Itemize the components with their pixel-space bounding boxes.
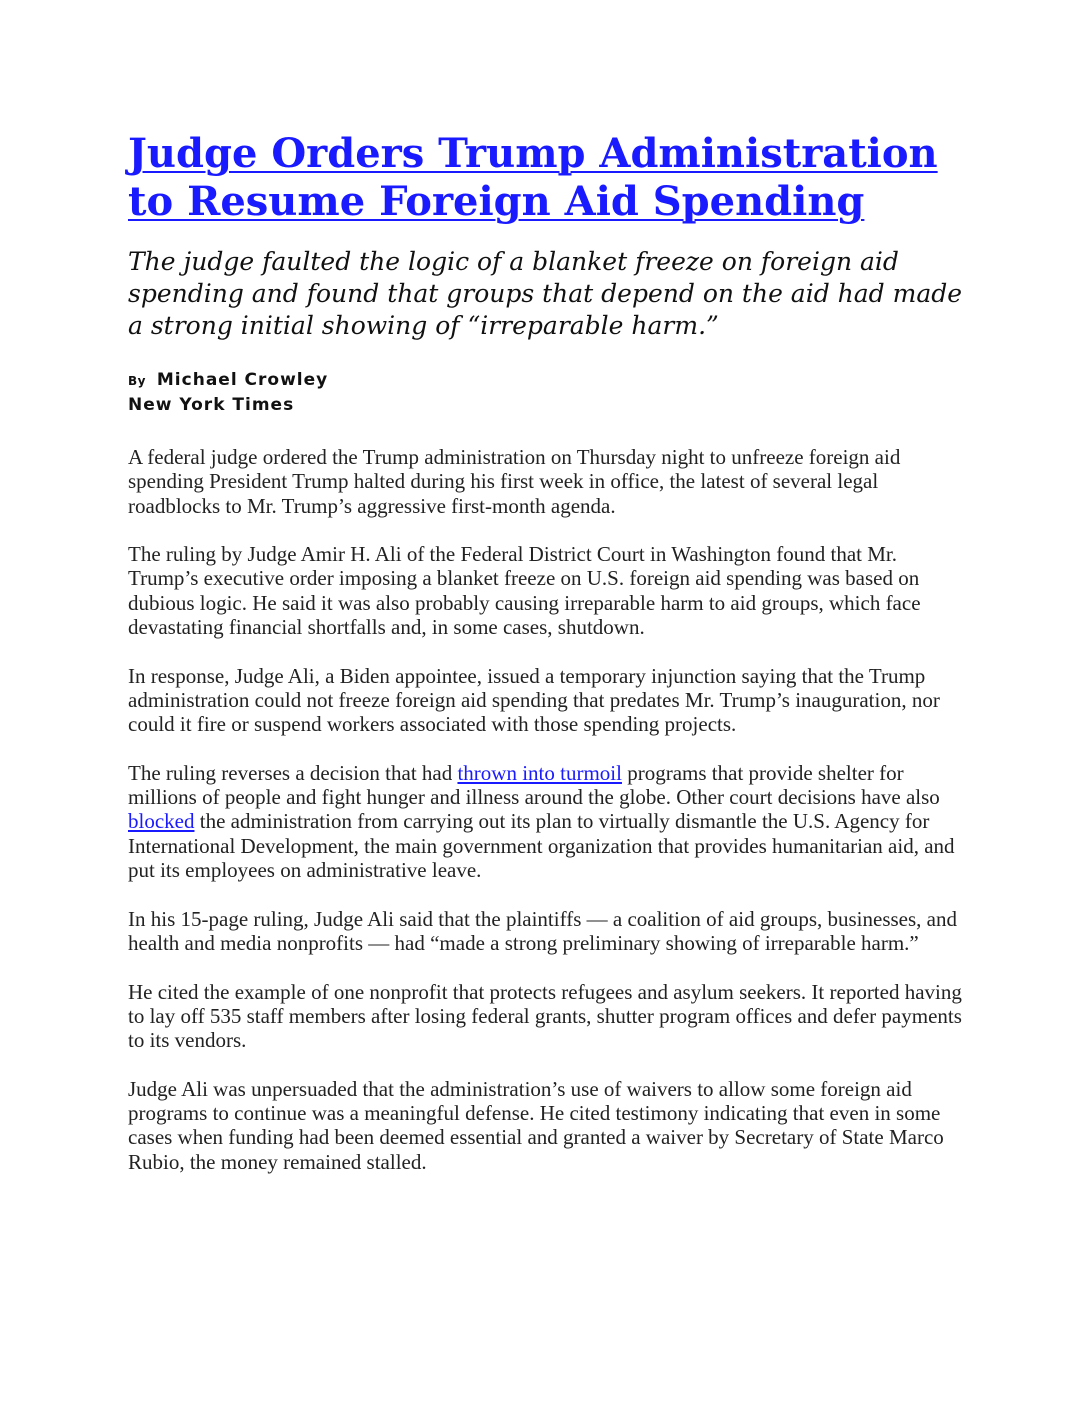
blocked-link[interactable]: blocked — [128, 809, 195, 834]
paragraph-4-text-2: programs that provide shelter for millions of people and fight hunger and illness around the globe. Other court decisions have also — [128, 760, 940, 810]
headline-link[interactable]: Judge Orders Trump Administration to Resume Foreign Aid Spending — [128, 130, 938, 225]
paragraph-4-text-1: The ruling reverses a decision that had — [128, 760, 458, 785]
paragraph-4-text-3: the administration from carrying out its plan to virtually dismantle the U.S. Agency for International Development, the main government organization that provides humanitarian aid, and put its employees on administrative leave. — [128, 809, 955, 883]
paragraph-4 — [128, 761, 968, 882]
author-name: Michael Crowley — [156, 370, 329, 390]
paragraph-7: Judge Ali was unpersuaded that the administration’s use of waivers to allow some foreign aid programs to continue was a meaningful defense. He cited testimony indicating that even in some cases when funding had been deemed essential and granted a waiver by Secretary of State Marco Rubio, the money remained stalled. — [128, 1076, 944, 1174]
byline-prefix: By — [128, 374, 146, 388]
byline — [128, 368, 968, 417]
thrown-into-turmoil-link[interactable]: thrown into turmoil — [457, 760, 622, 785]
paragraph-5: In his 15-page ruling, Judge Ali said that the plaintiffs — a coalition of aid groups, businesses, and health and media nonprofits — had “made a strong preliminary showing of irreparable harm.” — [128, 906, 957, 955]
article-body — [128, 445, 968, 1174]
byline-author-line — [128, 368, 968, 393]
paragraph-3: In response, Judge Ali, a Biden appointee, issued a temporary injunction saying that the Trump administration could not freeze foreign aid spending that predates Mr. Trump’s inauguration, nor could it fire or suspend workers associated with those spending projects. — [128, 663, 940, 737]
publication-name: New York Times — [128, 395, 295, 415]
paragraph-2: The ruling by Judge Amir H. Ali of the Federal District Court in Washington found that Mr. Trump’s executive order imposing a blanket freeze on U.S. foreign aid spending was based on dubious logic. He said it was also probably causing irreparable harm to aid groups, which face devastating financial shortfalls and, in some cases, shutdown. — [128, 542, 921, 640]
article — [128, 130, 968, 1198]
paragraph-1: A federal judge ordered the Trump administration on Thursday night to unfreeze foreign aid spending President Trump halted during his first week in office, the latest of several legal roadblocks to Mr. Trump’s aggressive first-month agenda. — [128, 445, 901, 518]
paragraph-6: He cited the example of one nonprofit that protects refugees and asylum seekers. It reported having to lay off 535 staff members after losing federal grants, shutter program offices and defer payments to its vendors. — [128, 979, 962, 1053]
article-deck: The judge faulted the logic of a blanket freeze on foreign aid spending and found that groups that depend on the aid had made a strong initial showing of “irreparable harm.” — [128, 247, 963, 340]
headline — [128, 130, 968, 226]
